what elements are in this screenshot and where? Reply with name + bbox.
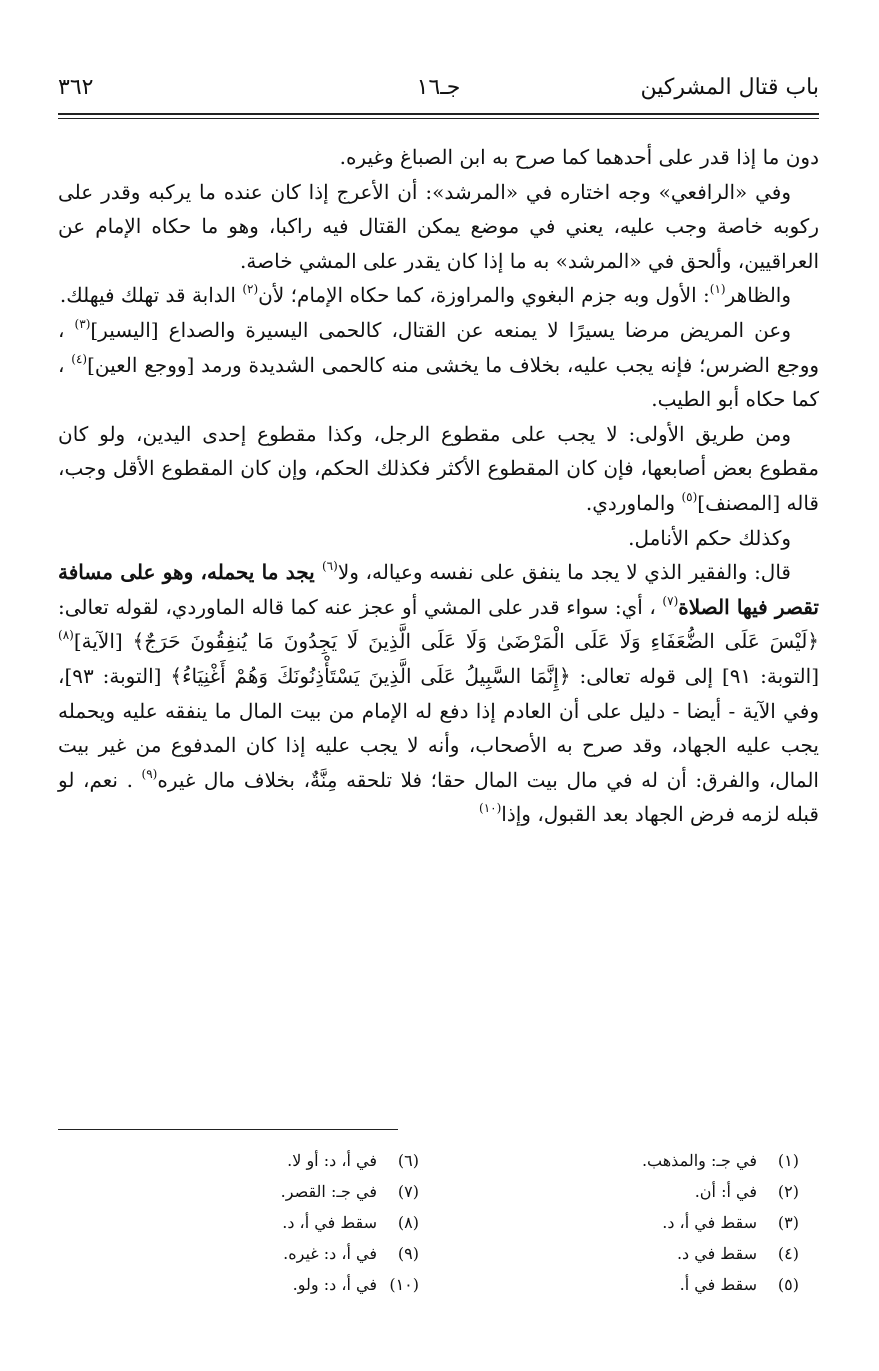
text-run: ، كما حكاه أبو الطيب. bbox=[58, 352, 819, 412]
footnote-number: (٦) bbox=[397, 1151, 419, 1170]
footnote-item bbox=[469, 1207, 799, 1238]
footnote-text: في جـ: والمذهب. bbox=[641, 1151, 757, 1170]
quran-verse-1: ﴿لَيْسَ عَلَى الضُّعَفَاءِ وَلَا عَلَى الْمَرْضَىٰ وَلَا عَلَى الَّذِينَ لَا يَجِدُونَ مَا يُنفِقُونَ حَرَجٌ﴾ bbox=[132, 629, 820, 654]
footnote-item bbox=[89, 1176, 419, 1207]
chapter-title: باب قتال المشركين bbox=[640, 75, 819, 100]
footnote-number: (٨) bbox=[397, 1213, 419, 1232]
quran-verse-2: ﴿إِنَّمَا السَّبِيلُ عَلَى الَّذِينَ يَسْتَأْذِنُونَكَ وَهُمْ أَغْنِيَاءُ﴾ bbox=[170, 663, 571, 688]
footnote-item bbox=[89, 1269, 419, 1300]
text-run: وعن المريض مرضا يسيرًا لا يمنعه عن القتال، كالحمى اليسيرة والصداع [اليسير] bbox=[90, 317, 792, 342]
footnote-number: (١) bbox=[777, 1151, 799, 1170]
footnote-ref-2: (٢) bbox=[242, 282, 259, 297]
footnote-item bbox=[89, 1207, 419, 1238]
footnote-ref-7: (٧) bbox=[662, 593, 679, 608]
text-run: ، ووجع الضرس؛ فإنه يجب عليه، بخلاف ما يخشى منه كالحمى الشديدة ورمد [ووجع العين] bbox=[58, 317, 820, 377]
text-run: [التوبة: ٩١] إلى قوله تعالى: bbox=[570, 663, 819, 688]
footnote-ref-5: (٥) bbox=[681, 489, 698, 504]
footnote-ref-1: (١) bbox=[709, 282, 726, 297]
header-rule-thin bbox=[58, 118, 819, 119]
footnote-text: في أ، د: أو لا. bbox=[287, 1151, 377, 1170]
footnote-item bbox=[89, 1238, 419, 1269]
text-run: [الآية] bbox=[73, 629, 133, 654]
footnote-text: سقط في أ، د. bbox=[662, 1213, 757, 1232]
paragraph-4 bbox=[58, 313, 819, 417]
page-number: ٣٦٢ bbox=[58, 75, 94, 100]
footnotes bbox=[58, 1145, 819, 1305]
footnote-text: في أ: أن. bbox=[694, 1182, 757, 1201]
footnote-item bbox=[469, 1269, 799, 1300]
paragraph-5 bbox=[58, 417, 819, 521]
main-text bbox=[58, 140, 819, 832]
text-run: والظاهر bbox=[725, 283, 791, 308]
footnote-ref-6: (٦) bbox=[321, 559, 338, 574]
header-rule-thick bbox=[58, 113, 819, 115]
matn-bold-text: يجد ما يحمله، وهو على مسافة تقصر فيها الصلاة bbox=[58, 560, 819, 619]
footnote-text: في أ، د: غيره. bbox=[283, 1244, 377, 1263]
text-run: ومن طريق الأولى: لا يجب على مقطوع الرجل، وكذا مقطوع إحدى اليدين، ولو كان مقطوع بعض أصابعها، فإن كان المقطوع الأكثر فكذلك الحكم، وإن كان المقطوع الأقل وجب، قاله [المصنف] bbox=[58, 421, 819, 515]
footnotes-column-right bbox=[469, 1145, 799, 1300]
footnote-text: في جـ: القصر. bbox=[280, 1182, 377, 1201]
footnote-ref-4: (٤) bbox=[71, 351, 88, 366]
paragraph-2: وفي «الرافعي» وجه اختاره في «المرشد»: أن الأعرج إذا كان عنده ما يركبه وقدر على ركوبه خاصة وجب عليه، يعني في موضع يمكن القتال فيه راكبا، وهو ما حكاه الإمام عن العراقيين، وألحق في «المرشد» به ما إذا كان يقدر على المشي خاصة. bbox=[58, 179, 819, 273]
paragraph-3 bbox=[58, 278, 819, 313]
text-run: [التوبة: ٩٣]، وفي الآية - أيضا - دليل على أن العادم إذا دفع له الإمام من بيت المال ما ينفقه عليه ويحمله يجب عليه الجهاد، وقد صرح به الأصحاب، وأنه لا يجب عليه إذا كان المدفوع من غير بيت المال، والفرق: أن له في مال بيت المال حقا؛ فلا تلحقه مِنَّةٌ، بخلاف مال غيره bbox=[58, 663, 819, 792]
volume-number: جـ١٦ bbox=[416, 75, 461, 100]
text-run: الدابة قد تهلك فيهلك. bbox=[59, 283, 243, 308]
footnote-item bbox=[469, 1176, 799, 1207]
footnote-ref-9: (٩) bbox=[141, 766, 158, 781]
footnote-ref-10: (١٠) bbox=[479, 801, 502, 816]
footnote-number: (٣) bbox=[777, 1213, 799, 1232]
paragraph-6: وكذلك حكم الأنامل. bbox=[628, 525, 791, 550]
footnote-number: (٤) bbox=[777, 1244, 799, 1263]
text-run: قال: والفقير الذي لا يجد ما ينفق على نفسه وعياله، ولا bbox=[337, 560, 791, 585]
footnotes-column-left bbox=[89, 1145, 419, 1300]
footnote-item bbox=[89, 1145, 419, 1176]
footnote-item bbox=[469, 1145, 799, 1176]
paragraph-7 bbox=[58, 555, 819, 832]
footnote-text: سقط في أ. bbox=[679, 1275, 757, 1294]
running-header bbox=[58, 68, 819, 112]
text-run: والماوردي. bbox=[585, 490, 682, 515]
footnote-ref-8: (٨) bbox=[58, 628, 74, 643]
text-run: : الأول وبه جزم البغوي والمراوزة، كما حكاه الإمام؛ لأن bbox=[258, 283, 710, 308]
footnote-item bbox=[469, 1238, 799, 1269]
footnote-ref-3: (٣) bbox=[74, 316, 91, 331]
footnote-text: سقط في د. bbox=[676, 1244, 757, 1263]
paragraph-1: دون ما إذا قدر على أحدهما كما صرح به ابن الصباغ وغيره. bbox=[339, 145, 819, 169]
footnote-text: في أ، د: ولو. bbox=[292, 1275, 377, 1294]
footnote-number: (٩) bbox=[397, 1244, 419, 1263]
footnote-number: (٢) bbox=[777, 1182, 799, 1201]
footnote-number: (٧) bbox=[397, 1182, 419, 1201]
text-run: . نعم، لو قبله لزمه فرض الجهاد بعد القبول، وإذا bbox=[58, 767, 819, 827]
footnote-number: (١٠) bbox=[389, 1275, 419, 1294]
footnote-number: (٥) bbox=[777, 1275, 799, 1294]
footnote-text: سقط في أ، د. bbox=[282, 1213, 377, 1232]
footnote-separator bbox=[58, 1129, 398, 1130]
text-run: ، أي: سواء قدر على المشي أو عجز عنه كما قاله الماوردي، لقوله تعالى: bbox=[58, 594, 663, 619]
